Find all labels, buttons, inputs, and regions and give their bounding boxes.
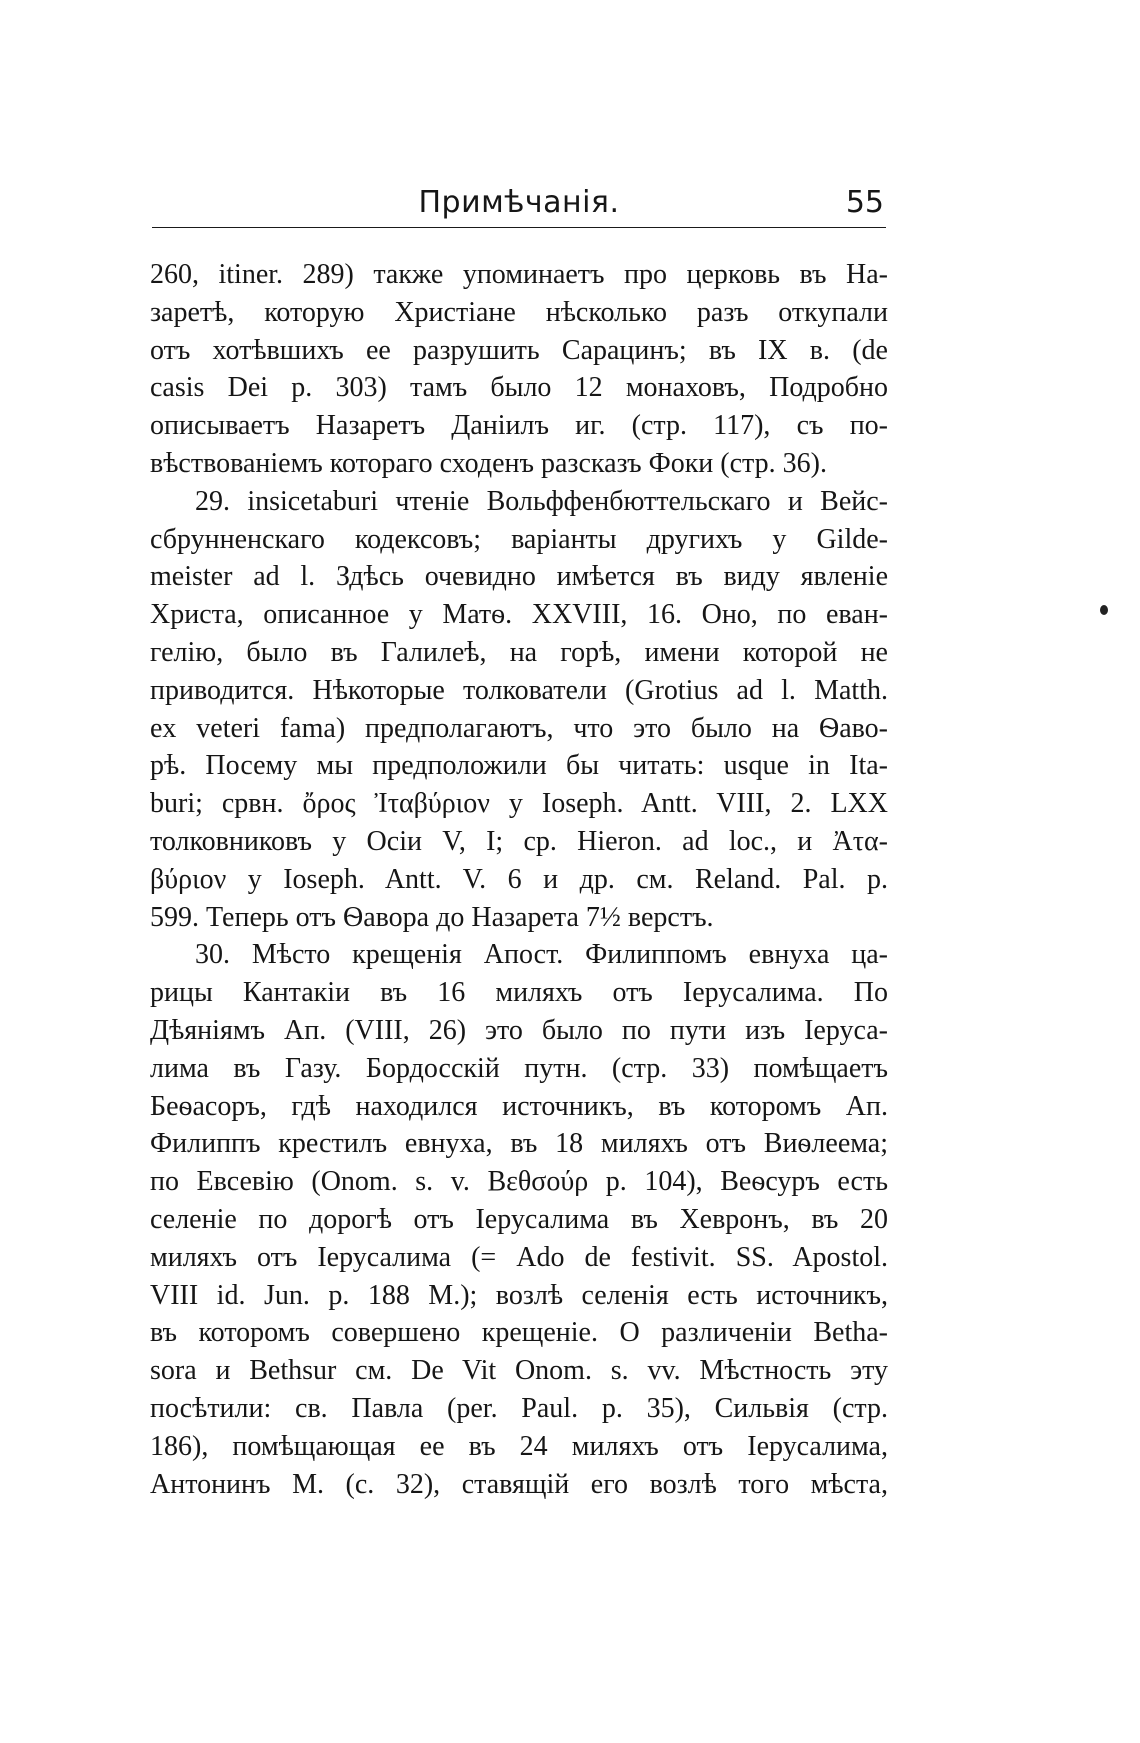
text-line: рицы Кантакіи въ 16 миляхъ отъ Іерусалима. По [150, 977, 888, 1009]
text-line: вѣствованіемъ котораго сходенъ разсказъ Фоки (стр. 36). [150, 447, 827, 479]
text-line: Филиппъ крестилъ евнуха, въ 18 миляхъ отъ Виѳлеема; [150, 1128, 888, 1160]
text-line: 186), помѣщающая ее въ 24 миляхъ отъ Іерусалима, [150, 1430, 888, 1462]
text-line: толковниковъ у Осіи V, I; ср. Hieron. ad loc., и Ἀτα- [150, 825, 888, 857]
text-line: рѣ. Посему мы предположили бы читать: usque in Ita- [150, 750, 888, 782]
text-line: лима въ Газу. Бордосскій путн. (стр. 33) помѣщаетъ [150, 1052, 888, 1084]
text-line: заретѣ, которую Христіане нѣсколько разъ откупали [150, 296, 888, 328]
text-line: meister ad l. Здѣсь очевидно имѣется въ виду явленіе [150, 561, 888, 593]
header-title: Примѣчанія. [418, 185, 620, 220]
text-line: Беѳасоръ, гдѣ находился источникъ, въ которомъ Ап. [150, 1090, 888, 1122]
text-line: по Евсевію (Onom. s. v. Βεθσούρ p. 104), Веѳсуръ есть [150, 1166, 888, 1198]
text-line: ex veteri fama) предполагаютъ, что это было на Ѳаво- [150, 712, 888, 744]
text-line: 599. Теперь отъ Ѳавора до Назарета 7½ верстъ. [150, 901, 714, 933]
text-line: Дѣяніямъ Ап. (VIII, 26) это было по пути изъ Іеруса- [150, 1014, 888, 1046]
text-line: Христа, описанное у Матѳ. XXVIII, 16. Оно, по еван- [150, 599, 888, 631]
text-line: отъ хотѣвшихъ ее разрушить Сарацинъ; въ IX в. (de [150, 334, 888, 366]
note-29-first-line: 29. insicetaburi чтеніе Вольффенбюттельскаго и Вейс- [195, 485, 888, 517]
text-line: въ которомъ совершено крещеніе. О различеніи Betha- [150, 1317, 888, 1349]
text-line: 260, itiner. 289) также упоминаетъ про церковь въ На- [150, 259, 888, 290]
page-number: 55 [845, 185, 884, 220]
text-line: сбрунненскаго кодексовъ; варіанты другихъ у Gilde- [150, 523, 888, 555]
text-line: sora и Bethsur см. De Vit Onom. s. vv. Мѣстность эту [150, 1355, 888, 1387]
text-line: посѣтили: св. Павла (per. Paul. p. 35), Сильвія (стр. [150, 1392, 888, 1424]
text-line: селеніе по дорогѣ отъ Іерусалима въ Хевронъ, въ 20 [150, 1203, 888, 1235]
text-line: миляхъ отъ Іерусалима (= Ado de festivit. SS. Apostol. [150, 1241, 888, 1273]
text-line: описываетъ Назаретъ Даніилъ иг. (стр. 117), съ по- [150, 410, 888, 442]
text-line: casis Dei p. 303) тамъ было 12 монаховъ, Подробно [150, 372, 888, 404]
note-30-first-line: 30. Мѣсто крещенія Апост. Филиппомъ евнуха ца- [195, 939, 888, 971]
text-line: Антонинъ М. (c. 32), ставящій его возлѣ того мѣста, [150, 1468, 888, 1500]
text-line: buri; срвн. ὄρος Ἰταβύριον у Ioseph. Antt. VIII, 2. LXX [150, 788, 888, 820]
body-text [150, 256, 888, 1503]
ink-speck [1100, 605, 1108, 615]
running-header [152, 181, 886, 228]
text-line: VIII id. Jun. p. 188 M.); возлѣ селенія есть источникъ, [150, 1279, 888, 1311]
text-line: приводится. Нѣкоторые толкователи (Grotius ad l. Matth. [150, 674, 888, 706]
text-line: гелію, было въ Галилеѣ, на горѣ, имени которой не [150, 636, 888, 668]
text-line: βύριον у Ioseph. Antt. V. 6 и др. см. Reland. Pal. p. [150, 863, 888, 895]
